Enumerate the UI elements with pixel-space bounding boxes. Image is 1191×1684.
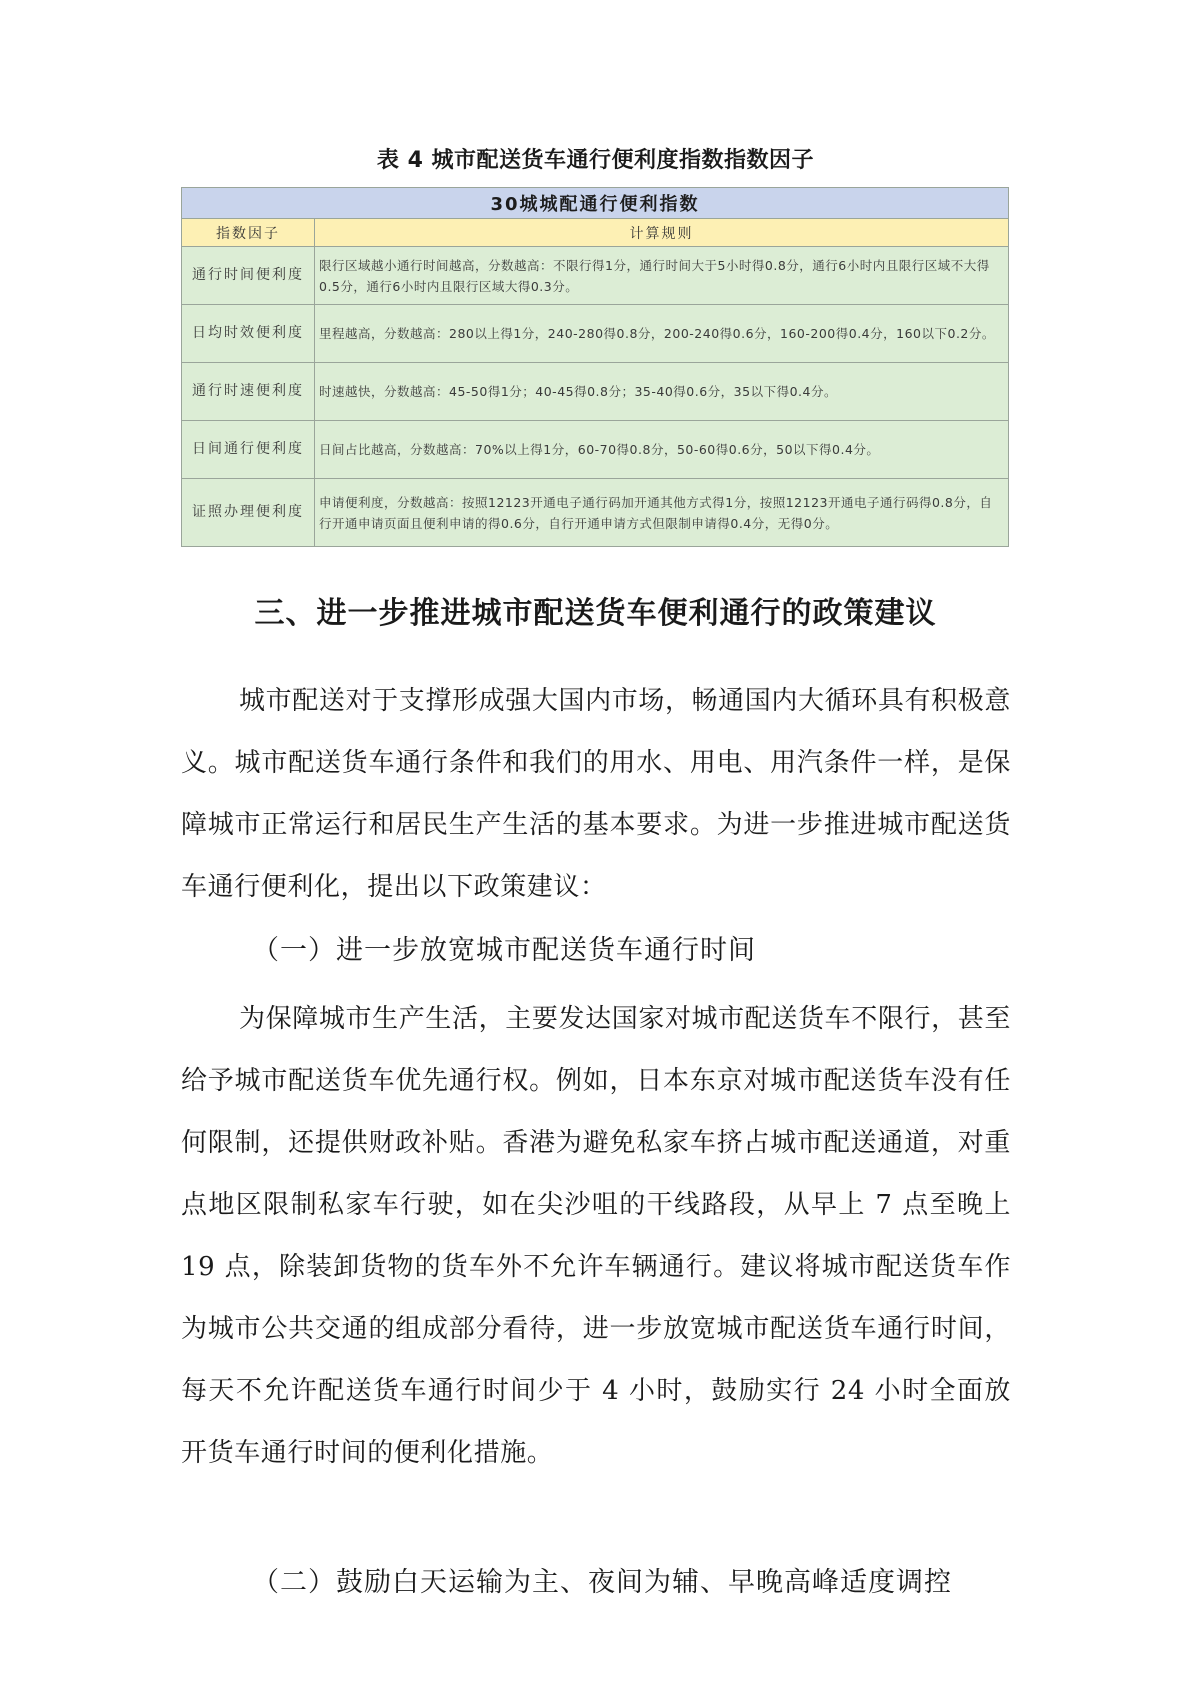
section-title: 三、进一步推进城市配送货车便利通行的政策建议 — [254, 596, 937, 631]
rule-cell: 里程越高，分数越高：280以上得1分，240-280得0.8分，200-240得0.6分，160-200得0.4分，160以下0.2分。 — [315, 305, 1009, 363]
rule-cell: 时速越快，分数越高：45-50得1分；40-45得0.8分；35-40得0.6分，35以下得0.4分。 — [315, 363, 1009, 421]
table-row — [182, 247, 1009, 305]
table-title: 30城城配通行便利指数 — [182, 188, 1009, 219]
subheading: （二）鼓励白天运输为主、夜间为辅、早晚高峰适度调控 — [252, 1567, 952, 1598]
table-row — [182, 421, 1009, 479]
table-row — [182, 305, 1009, 363]
factor-cell: 证照办理便利度 — [182, 479, 315, 547]
column-header-rule: 计算规则 — [315, 219, 1009, 247]
table-row — [182, 479, 1009, 547]
table-caption: 表 4 城市配送货车通行便利度指数指数因子 — [376, 148, 815, 173]
paragraph: 城市配送对于支撑形成强大国内市场，畅通国内大循环具有积极意义。城市配送货车通行条件和我们的用水、用电、用汽条件一样，是保障城市正常运行和居民生产生活的基本要求。为进一步推进城市配送货车通行便利化，提出以下政策建议： — [181, 686, 1011, 902]
rule-cell: 日间占比越高，分数越高：70%以上得1分，60-70得0.8分，50-60得0.6分，50以下得0.4分。 — [315, 421, 1009, 479]
index-factor-table — [181, 187, 1009, 547]
rule-cell: 申请便利度，分数越高：按照12123开通电子通行码加开通其他方式得1分，按照12123开通电子通行码得0.8分，自行开通申请页面且便利申请的得0.6分，自行开通申请方式但限制申请得0.4分，无得0分。 — [315, 479, 1009, 547]
factor-cell: 通行时间便利度 — [182, 247, 315, 305]
factor-cell: 日间通行便利度 — [182, 421, 315, 479]
factor-cell: 通行时速便利度 — [182, 363, 315, 421]
paragraph: 为保障城市生产生活，主要发达国家对城市配送货车不限行，甚至给予城市配送货车优先通行权。例如，日本东京对城市配送货车没有任何限制，还提供财政补贴。香港为避免私家车挤占城市配送通道，对重点地区限制私家车行驶，如在尖沙咀的干线路段，从早上 7 点至晚上 19 点，除装卸货物的货车外不允许车辆通行。建议将城市配送货车作为城市公共交通的组成部分看待，进一步放宽城市配送货车通行时间，每天不允许配送货车通行时间少于 4 小时，鼓励实行 24 小时全面放开货车通行时间的便利化措施。 — [181, 1004, 1011, 1468]
column-header-factor: 指数因子 — [182, 219, 315, 247]
table-row — [182, 363, 1009, 421]
subheading: （一）进一步放宽城市配送货车通行时间 — [252, 935, 756, 966]
rule-cell: 限行区域越小通行时间越高，分数越高：不限行得1分，通行时间大于5小时得0.8分，通行6小时内且限行区域不大得0.5分，通行6小时内且限行区域大得0.3分。 — [315, 247, 1009, 305]
factor-cell: 日均时效便利度 — [182, 305, 315, 363]
